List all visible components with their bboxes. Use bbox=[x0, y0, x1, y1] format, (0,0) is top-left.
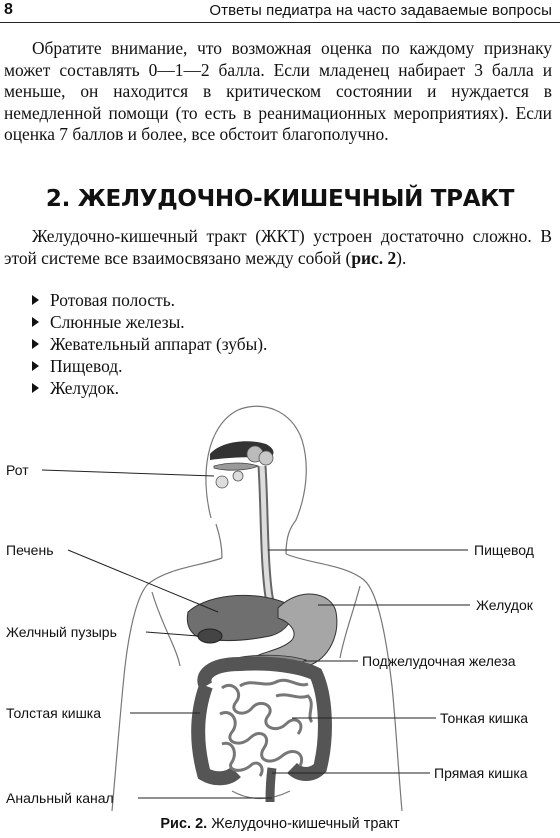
intro-paragraph: Обратите внимание, что возможная оценка по каждому признаку может составлять 0—1—2 балла. Если младенец набирает 3 балла и меньше, он находится в критическом состоянии и нуждается в немедленной помощи (то есть в реанимационных мероприятиях). Если оценка 7 баллов и более, все обстоит благополучно. bbox=[4, 38, 552, 145]
section-heading: 2. ЖЕЛУДОЧНО-КИШЕЧНЫЙ ТРАКТ bbox=[45, 186, 515, 212]
caption-number: Рис. 2. bbox=[160, 816, 208, 832]
label-liver: Печень bbox=[6, 542, 54, 558]
arm-left-inner bbox=[152, 592, 180, 666]
label-gallbladder: Желчный пузырь bbox=[6, 624, 117, 640]
label-small-intestine: Тонкая кишка bbox=[440, 710, 529, 726]
list-item-text: Пищевод. bbox=[50, 356, 123, 376]
colon-organ bbox=[204, 663, 325, 774]
list-item-text: Желудок. bbox=[50, 378, 120, 398]
triangle-bullet-icon bbox=[32, 339, 39, 349]
list-item-text: Ротовая полость. bbox=[50, 290, 175, 310]
triangle-bullet-icon bbox=[32, 383, 39, 393]
list-item bbox=[30, 289, 267, 311]
gi-tract-figure bbox=[0, 396, 560, 811]
page-number: 8 bbox=[4, 1, 13, 18]
gi-tract-paragraph bbox=[4, 226, 552, 269]
figure-reference: рис. 2 bbox=[351, 247, 397, 268]
paragraph-text: Желудочно-кишечный тракт (ЖКТ) устроен достаточно сложно. В этой системе все взаимосвязано между собой ( bbox=[4, 226, 552, 268]
organ-list bbox=[30, 289, 267, 399]
label-rectum: Прямая кишка bbox=[434, 765, 528, 781]
list-item bbox=[30, 333, 267, 355]
label-anal-canal: Анальный канал bbox=[6, 790, 114, 806]
arm-right-inner bbox=[340, 586, 360, 658]
figure-caption bbox=[0, 816, 560, 832]
label-pancreas: Поджелудочная железа bbox=[362, 653, 516, 669]
caption-text: Желудочно-кишечный тракт bbox=[211, 816, 400, 832]
triangle-bullet-icon bbox=[32, 361, 39, 371]
running-title: Ответы педиатра на часто задаваемые вопросы bbox=[209, 2, 552, 19]
label-stomach: Желудок bbox=[476, 597, 533, 613]
list-item-text: Слюнные железы. bbox=[50, 312, 185, 332]
list-item-text: Жевательный аппарат (зубы). bbox=[50, 334, 268, 354]
list-item bbox=[30, 355, 267, 377]
triangle-bullet-icon bbox=[32, 295, 39, 305]
pelvis-line bbox=[232, 791, 290, 799]
gallbladder-organ bbox=[198, 629, 222, 643]
list-item bbox=[30, 311, 267, 333]
label-mouth: Рот bbox=[6, 462, 29, 478]
triangle-bullet-icon bbox=[32, 317, 39, 327]
label-esophagus: Пищевод bbox=[474, 542, 534, 558]
small-intestine-organ bbox=[220, 680, 312, 776]
label-colon: Толстая кишка bbox=[6, 705, 102, 721]
paragraph-end: ). bbox=[396, 247, 407, 268]
rectum-organ bbox=[270, 768, 272, 802]
page-header bbox=[0, 0, 560, 23]
neck-left bbox=[216, 524, 222, 558]
